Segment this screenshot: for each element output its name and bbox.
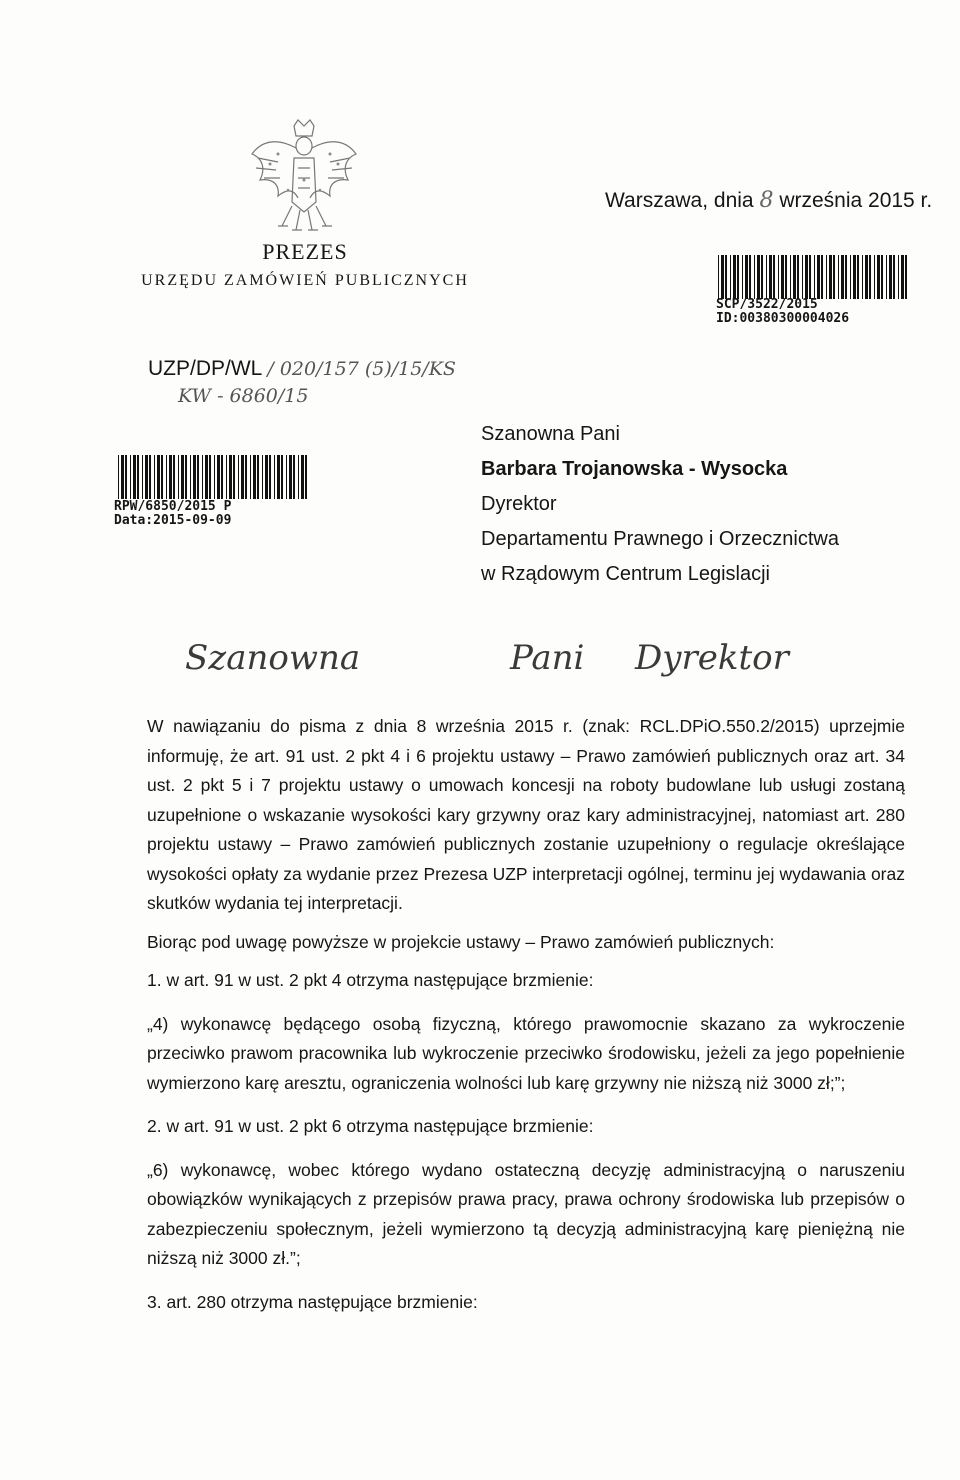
date-handwritten-day: 8 [759,188,774,213]
greeting-word-1: Szanowna [185,638,361,678]
reference-handwritten: / 020/157 (5)/15/KS [267,358,456,380]
reference-number [148,357,456,381]
registry-barcode-right [718,255,908,299]
addressee-position: Dyrektor [481,493,557,515]
reference-printed: UZP/DP/WL [148,357,262,380]
addressee-institution: w Rządowym Centrum Legislacji [481,563,770,585]
body-paragraph-1: W nawiązaniu do pisma z dnia 8 września 2015 r. (znak: RCL.DPiO.550.2/2015) uprzejmie informuję, że art. 91 ust. 2 pkt 4 i 6 projektu ustawy – Prawo zamówień publicznych oraz art. 34 ust. 2 pkt 5 i 7 projektu ustawy o umowach koncesji na roboty budowlane lub usługi zostaną uzupełnione o wskazanie wysokości kary grzywny oraz kary administracyjnej, natomiast art. 280 projektu ustawy – Prawo zamówień publicznych zostanie uzupełniony o regulacje określające wysokości opłaty za wydanie przez Prezesa UZP interpretacji ogólnej, terminu jej wydawania oraz skutków wydania tej interpretacji. [147,716,905,913]
registry-barcode-left [118,455,308,499]
letter-date [605,188,932,213]
barcode-left-label [114,500,231,528]
amendment-3-intro: 3. art. 280 otrzyma następujące brzmienie: [147,1291,478,1312]
greeting-word-2: Pani [510,638,585,678]
barcode-left-line1: RPW/6850/2015 P [114,499,232,514]
handwritten-greeting [165,612,885,712]
date-prefix: Warszawa, dnia [605,189,754,212]
barcode-right-line1: SCP/3522/2015 [716,297,818,312]
date-suffix: września 2015 r. [779,189,933,212]
amendment-1-intro: 1. w art. 91 w ust. 2 pkt 4 otrzyma następujące brzmienie: [147,970,594,990]
reference-handwritten-line2: KW - 6860/15 [178,385,309,407]
sender-office: URZĘDU ZAMÓWIEŃ PUBLICZNYCH [141,272,469,289]
body-paragraph-2: Biorąc pod uwagę powyższe w projekcie ustawy – Prawo zamówień publicznych: [147,931,775,952]
amendment-2-text: „6) wykonawcę, wobec którego wydano ostateczną decyzję administracyjną o naruszeniu obowiązków wynikających z przepisów prawa pracy, prawa ochrony środowiska lub przepisów o zabezpieczeniu społecznym, jeżeli wymierzono tą decyzją administracyjną karę pieniężną nie niższą niż 3000 zł.”; [147,1159,905,1268]
barcode-right-label [716,298,849,326]
polish-eagle-emblem-icon [248,118,360,236]
addressee-name: Barbara Trojanowska - Wysocka [481,458,788,480]
amendment-2-intro: 2. w art. 91 w ust. 2 pkt 6 otrzyma następujące brzmienie: [147,1116,594,1136]
letter-body [147,712,905,1317]
barcode-left-line2: Data:2015-09-09 [114,513,232,528]
barcode-right-line2: ID:00380300004026 [716,311,850,326]
addressee-department: Departamentu Prawnego i Orzecznictwa [481,528,839,550]
greeting-word-3: Dyrektor [635,638,789,678]
addressee-salutation: Szanowna Pani [481,423,620,445]
sender-title: PREZES [262,239,348,264]
amendment-1-text: „4) wykonawcę będącego osobą fizyczną, którego prawomocnie skazano za wykroczenie przeciwko prawom pracownika lub wykroczenie przeciwko środowisku, jeżeli za jego popełnienie wymierzono karę aresztu, ograniczenia wolności lub karę grzywny nie niższą niż 3000 zł;”; [147,1013,905,1093]
